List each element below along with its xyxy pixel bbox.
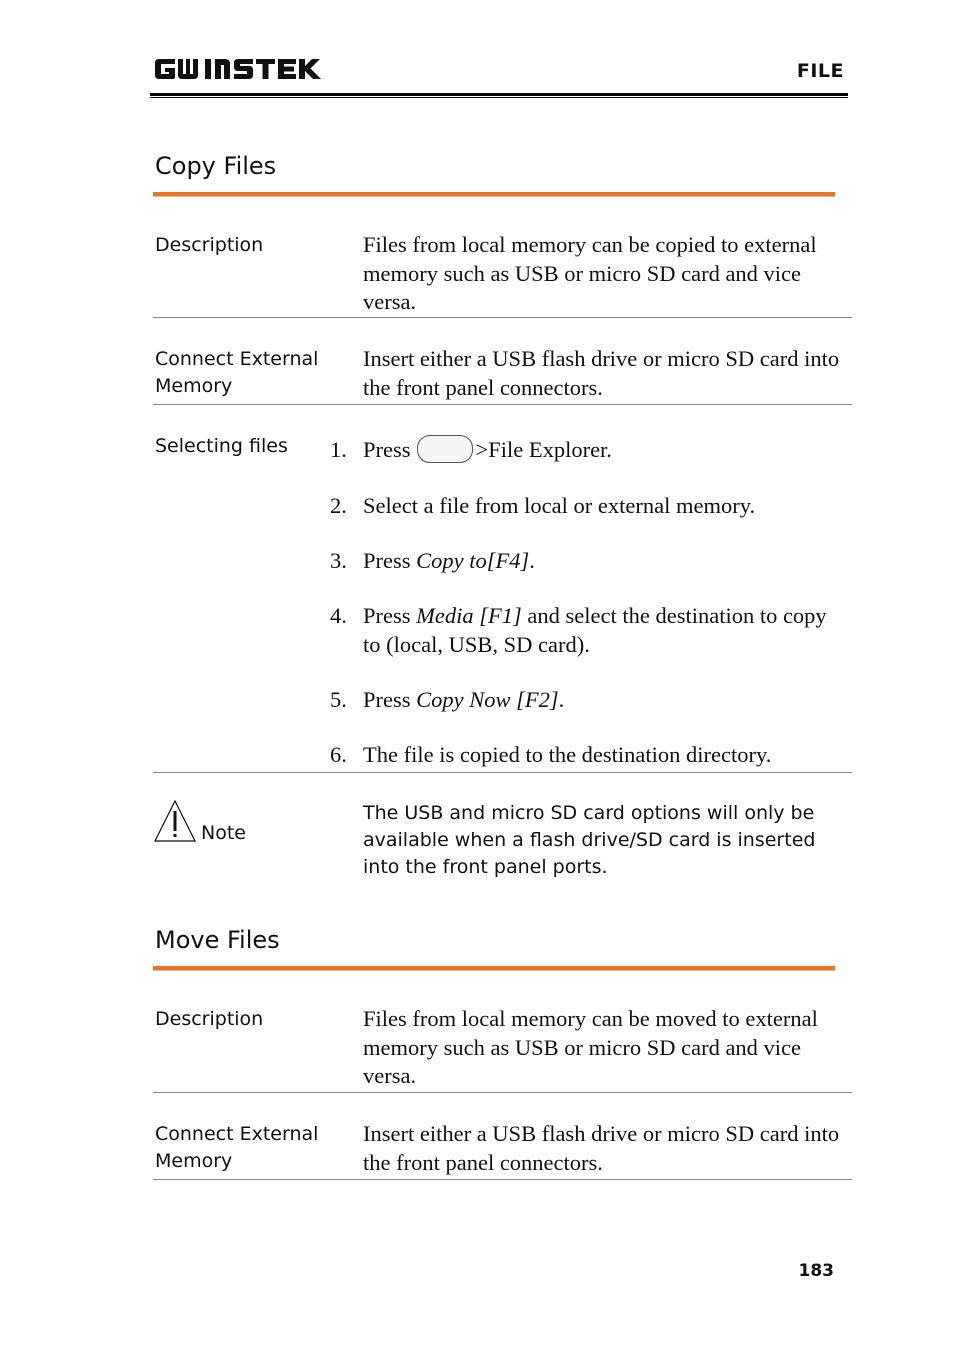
step-number: 1. [330, 437, 347, 462]
softkey-name: Copy to[F4] [416, 548, 530, 573]
header-rule-thin [150, 97, 848, 98]
section-rule [153, 192, 835, 197]
step-number: 5. [330, 687, 347, 712]
step-text: Press [363, 548, 417, 573]
connect-memory-label: Connect External Memory [155, 348, 319, 397]
row-separator [153, 772, 852, 773]
step-number: 6. [330, 742, 347, 767]
step-item [330, 546, 830, 575]
step-item [330, 601, 830, 659]
note-label: Note [201, 822, 246, 844]
row-separator [153, 1179, 852, 1180]
step-text: The file is copied to the destination directory. [363, 742, 772, 767]
step-item [330, 435, 830, 464]
chapter-title: FILE [796, 60, 844, 82]
step-number: 3. [330, 548, 347, 573]
row-separator [153, 1092, 852, 1093]
page-number: 183 [798, 1261, 834, 1281]
description-text: Files from local memory can be moved to external memory such as USB or micro SD card and vice versa. [363, 1006, 818, 1088]
row-separator [153, 317, 852, 318]
step-item [330, 740, 830, 769]
header-rule [150, 93, 848, 96]
step-text: >File Explorer. [475, 437, 612, 462]
description-label: Description [155, 234, 264, 256]
softkey-name: Media [F1] [416, 603, 522, 628]
selecting-files-label: Selecting files [155, 435, 288, 457]
step-number: 4. [330, 603, 347, 628]
connect-memory-label: Connect External Memory [155, 1123, 319, 1172]
step-text: Press [363, 603, 417, 628]
softkey-name: Copy Now [F2] [416, 687, 559, 712]
step-item [330, 491, 830, 520]
step-text: . [529, 548, 535, 573]
section-rule [153, 966, 835, 971]
step-text: . [558, 687, 565, 712]
step-text: Press [363, 687, 417, 712]
step-text: and select the destination to copy to (local, USB, SD card). [363, 603, 827, 657]
connect-memory-text: Insert either a USB flash drive or micro SD card into the front panel connectors. [363, 1121, 840, 1175]
warning-icon [154, 800, 196, 847]
step-text: Press [363, 437, 411, 462]
gw-instek-logo-icon [153, 56, 325, 82]
step-number: 2. [330, 493, 347, 518]
function-key-icon [417, 435, 473, 463]
section-title-copy-files: Copy Files [155, 152, 277, 180]
brand-logo [153, 56, 325, 87]
connect-memory-text: Insert either a USB flash drive or micro SD card into the front panel connectors. [363, 346, 840, 400]
section-title-move-files: Move Files [155, 926, 280, 954]
step-text: Select a file from local or external memory. [363, 493, 756, 518]
note-text: The USB and micro SD card options will only be available when a flash drive/SD card is inserted into the front panel ports. [363, 802, 816, 878]
step-item [330, 685, 830, 714]
description-label: Description [155, 1008, 264, 1030]
description-text: Files from local memory can be copied to external memory such as USB or micro SD card and vice versa. [363, 232, 817, 314]
row-separator [153, 404, 852, 405]
